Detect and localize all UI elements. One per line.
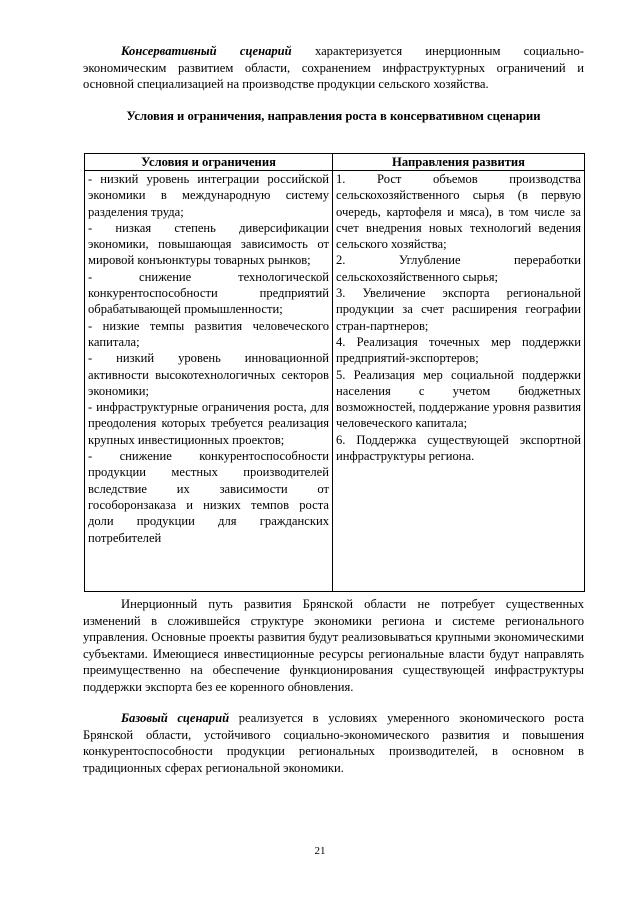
conditions-table (84, 153, 585, 592)
condition-item: - низкий уровень интеграции российской экономики в международную систему разделения труда; (88, 172, 329, 219)
base-lead: Базовый сценарий (121, 711, 230, 725)
direction-item: 6. Поддержка существующей экспортной инфраструктуры региона. (336, 432, 581, 464)
condition-item: - снижение технологической конкурентоспособности предприятий обрабатывающей промышленности; (88, 269, 329, 317)
directions-cell (333, 171, 585, 592)
conditions-cell (85, 171, 333, 592)
header-conditions: Условия и ограничения (85, 154, 333, 171)
condition-item: - низкая степень диверсификации экономики, повышающая зависимость от мировой конъюнктуры товарных рынков; (88, 220, 329, 268)
condition-item: - низкие темпы развития человеческого капитала; (88, 318, 329, 349)
direction-item: 5. Реализация мер социальной поддержки населения с учетом бюджетных возможностей, поддержание уровня развития человеческого капитала; (336, 367, 581, 431)
base-text: реализуется в условиях умеренного экономического роста Брянской области, устойчивого социально-экономического развития и повышения конкурентоспособности продукции региональных производителей, в основном в традиционных сферах региональной экономики. (83, 711, 585, 775)
direction-item: 1. Рост объемов производства сельскохозяйственного сырья (в первую очередь, картофеля и мяса), в том числе за счет внедрения новых технологий ведения сельского хозяйства; (336, 172, 581, 252)
direction-item: 2. Углубление переработки сельскохозяйственного сырья; (336, 253, 581, 284)
condition-item: - низкий уровень инновационной активности высокотехнологичных секторов экономики; (88, 351, 329, 398)
inertial-paragraph: Инерционный путь развития Брянской области не потребует существенных изменений в сложившейся структуре экономики региона и системе регионального управления. Основные проекты развития будут реализовываться крупными экономическими субъектами. Имеющиеся инвестиционные ресурсы региональные власти будут направлять преимущественно на обеспечение функционирования существующей инфраструктуры поддержки экспорта без ее коренного обновления. (83, 597, 584, 694)
intro-lead: Консервативный сценарий (121, 44, 292, 58)
intro-paragraph (83, 43, 584, 93)
table-header-row (85, 154, 585, 171)
condition-item: - снижение конкурентоспособности продукции местных производителей вследствие их зависимости от гособоронзаказа и низких темпов роста доли продукции для гражданских потребителей (88, 449, 329, 545)
intro-text: характеризуется инерционным социально-экономическим развитием области, сохранением инфраструктурных ограничений и основной специализацией на производстве продукции сельского хозяйства. (83, 44, 585, 92)
condition-item: - инфраструктурные ограничения роста, для преодоления которых требуется реализация крупных инвестиционных проектов; (88, 400, 329, 447)
page-number: 21 (314, 845, 326, 857)
header-directions: Направления развития (333, 154, 585, 171)
section-heading: Условия и ограничения, направления роста в консервативном сценарии (126, 109, 541, 123)
direction-item: 4. Реализация точечных мер поддержки предприятий-экспортеров; (336, 334, 581, 366)
table-row (85, 171, 585, 592)
base-paragraph (83, 710, 584, 776)
direction-item: 3. Увеличение экспорта региональной продукции за счет расширения географии стран-партнеров; (336, 286, 581, 333)
